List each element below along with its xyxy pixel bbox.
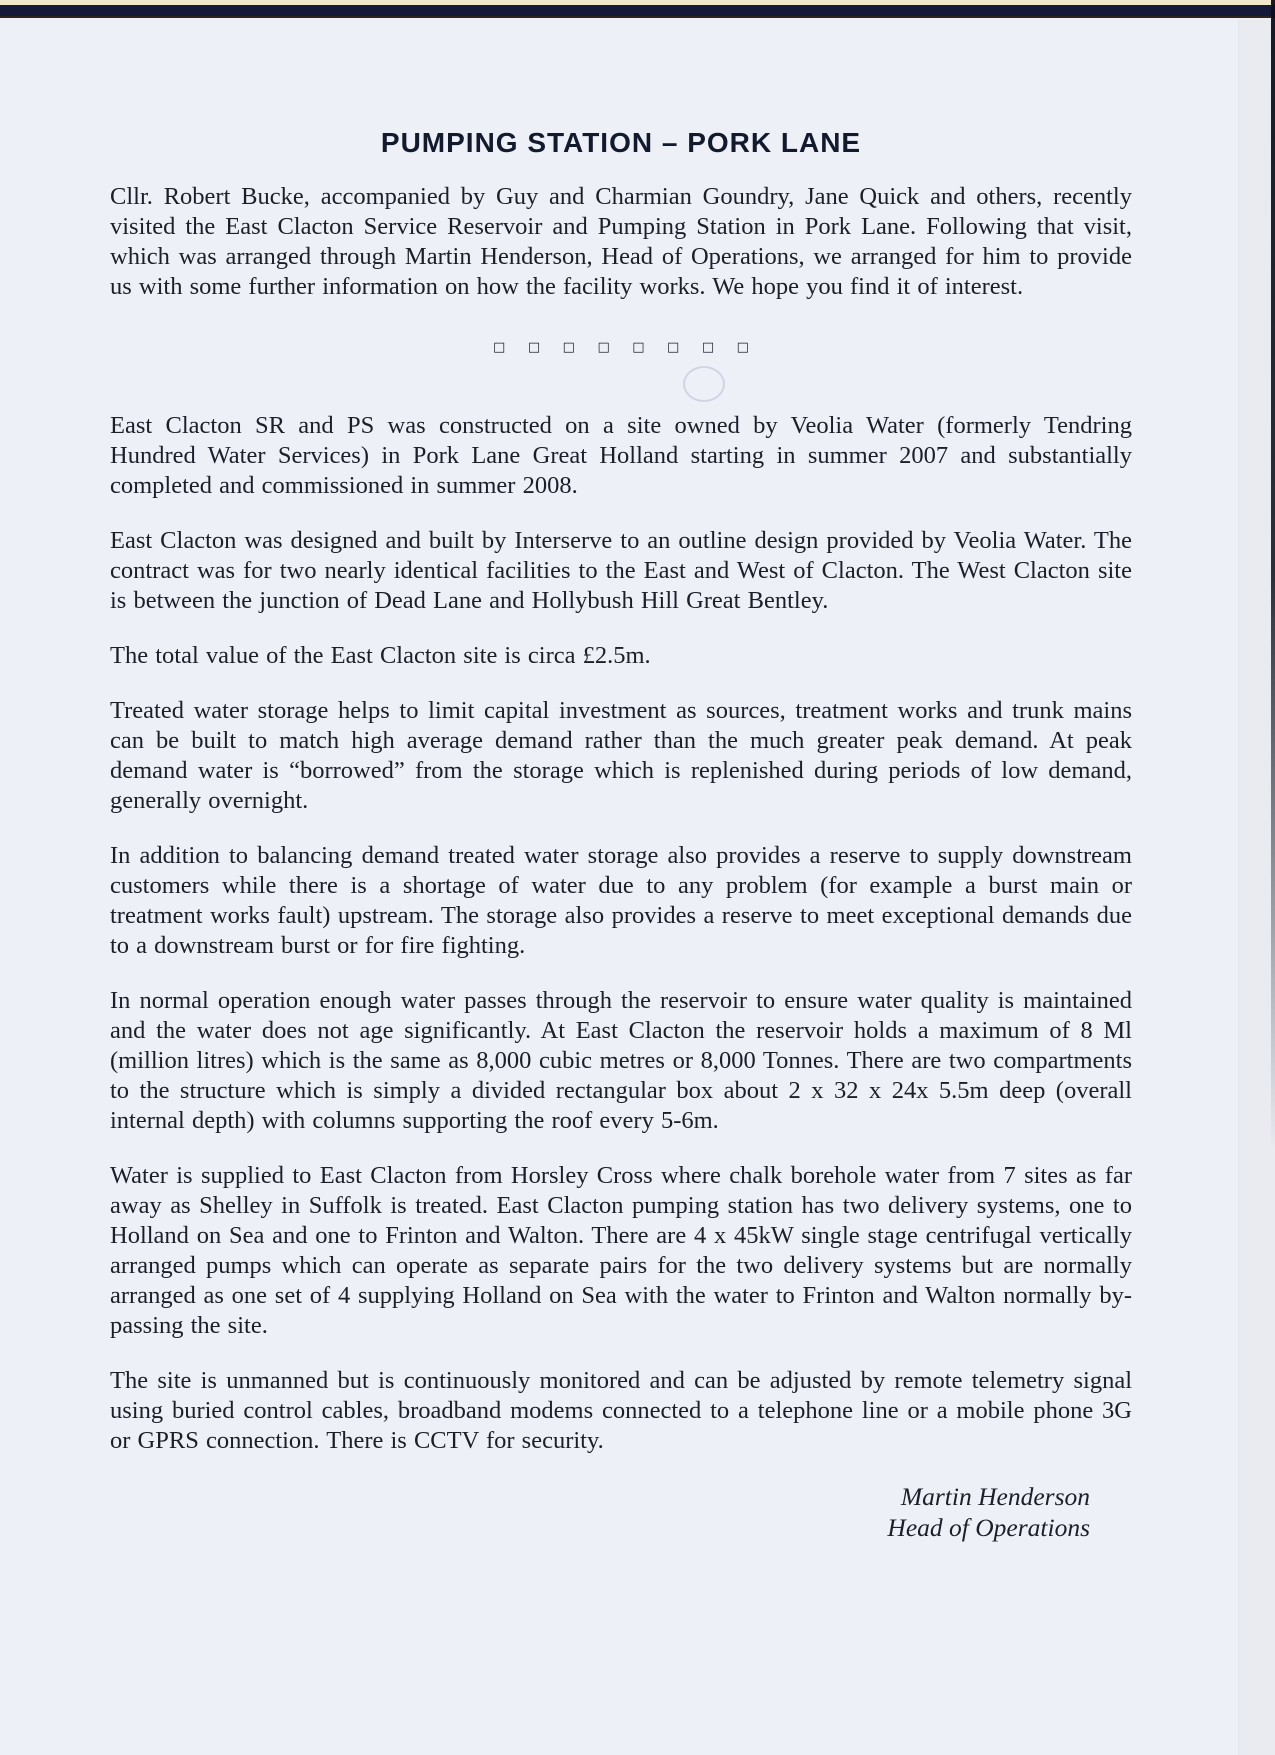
signature-role: Head of Operations — [887, 1513, 1090, 1542]
body-paragraph: East Clacton SR and PS was constructed on a site owned by Veolia Water (formerly Tendring Hundred Water Services) in Pork Lane Great Holland starting in summer 2007 and substantially completed and commissioned in summer 2008. — [110, 412, 1132, 499]
document-page — [110, 20, 1132, 1543]
page-edge-strip — [1238, 20, 1275, 1755]
body-paragraph: Water is supplied to East Clacton from Horsley Cross where chalk borehole water from 7 sites as far away as Shelley in Suffolk is treated. East Clacton pumping station has two delivery systems, one to Holland on Sea and one to Frinton and Walton. There are 4 x 45kW single stage centrifugal vertically arranged pumps which can operate as separate pairs for the two delivery systems but are normally arranged as one set of 4 supplying Holland on Sea with the water to Frinton and Walton normally by-passing the site. — [110, 1162, 1132, 1339]
body-paragraph: The site is unmanned but is continuously monitored and can be adjusted by remote telemetry signal using buried control cables, broadband modems connected to a telephone line or a mobile phone 3G or GPRS connection. There is CCTV for security. — [110, 1367, 1132, 1454]
body-paragraph: In addition to balancing demand treated water storage also provides a reserve to supply downstream customers while there is a shortage of water due to any problem (for example a burst main or treatment works fault) upstream. The storage also provides a reserve to meet exceptional demands due to a downstream burst or for fire fighting. — [110, 842, 1132, 959]
scan-top-bar — [0, 5, 1275, 18]
document-title: PUMPING STATION – PORK LANE — [380, 127, 862, 158]
body-paragraph: In normal operation enough water passes through the reservoir to ensure water quality is maintained and the water does not age significantly. At East Clacton the reservoir holds a maximum of 8 Ml (million litres) which is the same as 8,000 cubic metres or 8,000 Tonnes. There are two compartments to the structure which is simply a divided rectangular box about 2 x 32 x 24x 5.5m deep (overall internal depth) with columns supporting the roof every 5-6m. — [110, 987, 1132, 1134]
body-paragraph: East Clacton was designed and built by Interserve to an outline design provided by Veolia Water. The contract was for two nearly identical facilities to the East and West of Clacton. The West Clacton site is between the junction of Dead Lane and Hollybush Hill Great Bentley. — [110, 527, 1132, 614]
scan-right-edge-shadow — [1271, 0, 1275, 1150]
body-paragraph: Treated water storage helps to limit capital investment as sources, treatment works and trunk mains can be built to match high average demand rather than the much greater peak demand. At peak demand water is “borrowed” from the storage which is replenished during periods of low demand, generally overnight. — [110, 697, 1132, 814]
squares-separator: □ □ □ □ □ □ □ □ — [493, 340, 758, 355]
body-paragraph: The total value of the East Clacton site is circa £2.5m. — [110, 642, 651, 669]
signature-block — [110, 1481, 1132, 1543]
body-paragraph: Cllr. Robert Bucke, accompanied by Guy and Charmian Goundry, Jane Quick and others, recently visited the East Clacton Service Reservoir and Pumping Station in Pork Lane. Following that visit, which was arranged through Martin Henderson, Head of Operations, we arranged for him to provide us with some further information on how the facility works. We hope you find it of interest. — [110, 183, 1132, 300]
signature-name: Martin Henderson — [900, 1482, 1090, 1511]
